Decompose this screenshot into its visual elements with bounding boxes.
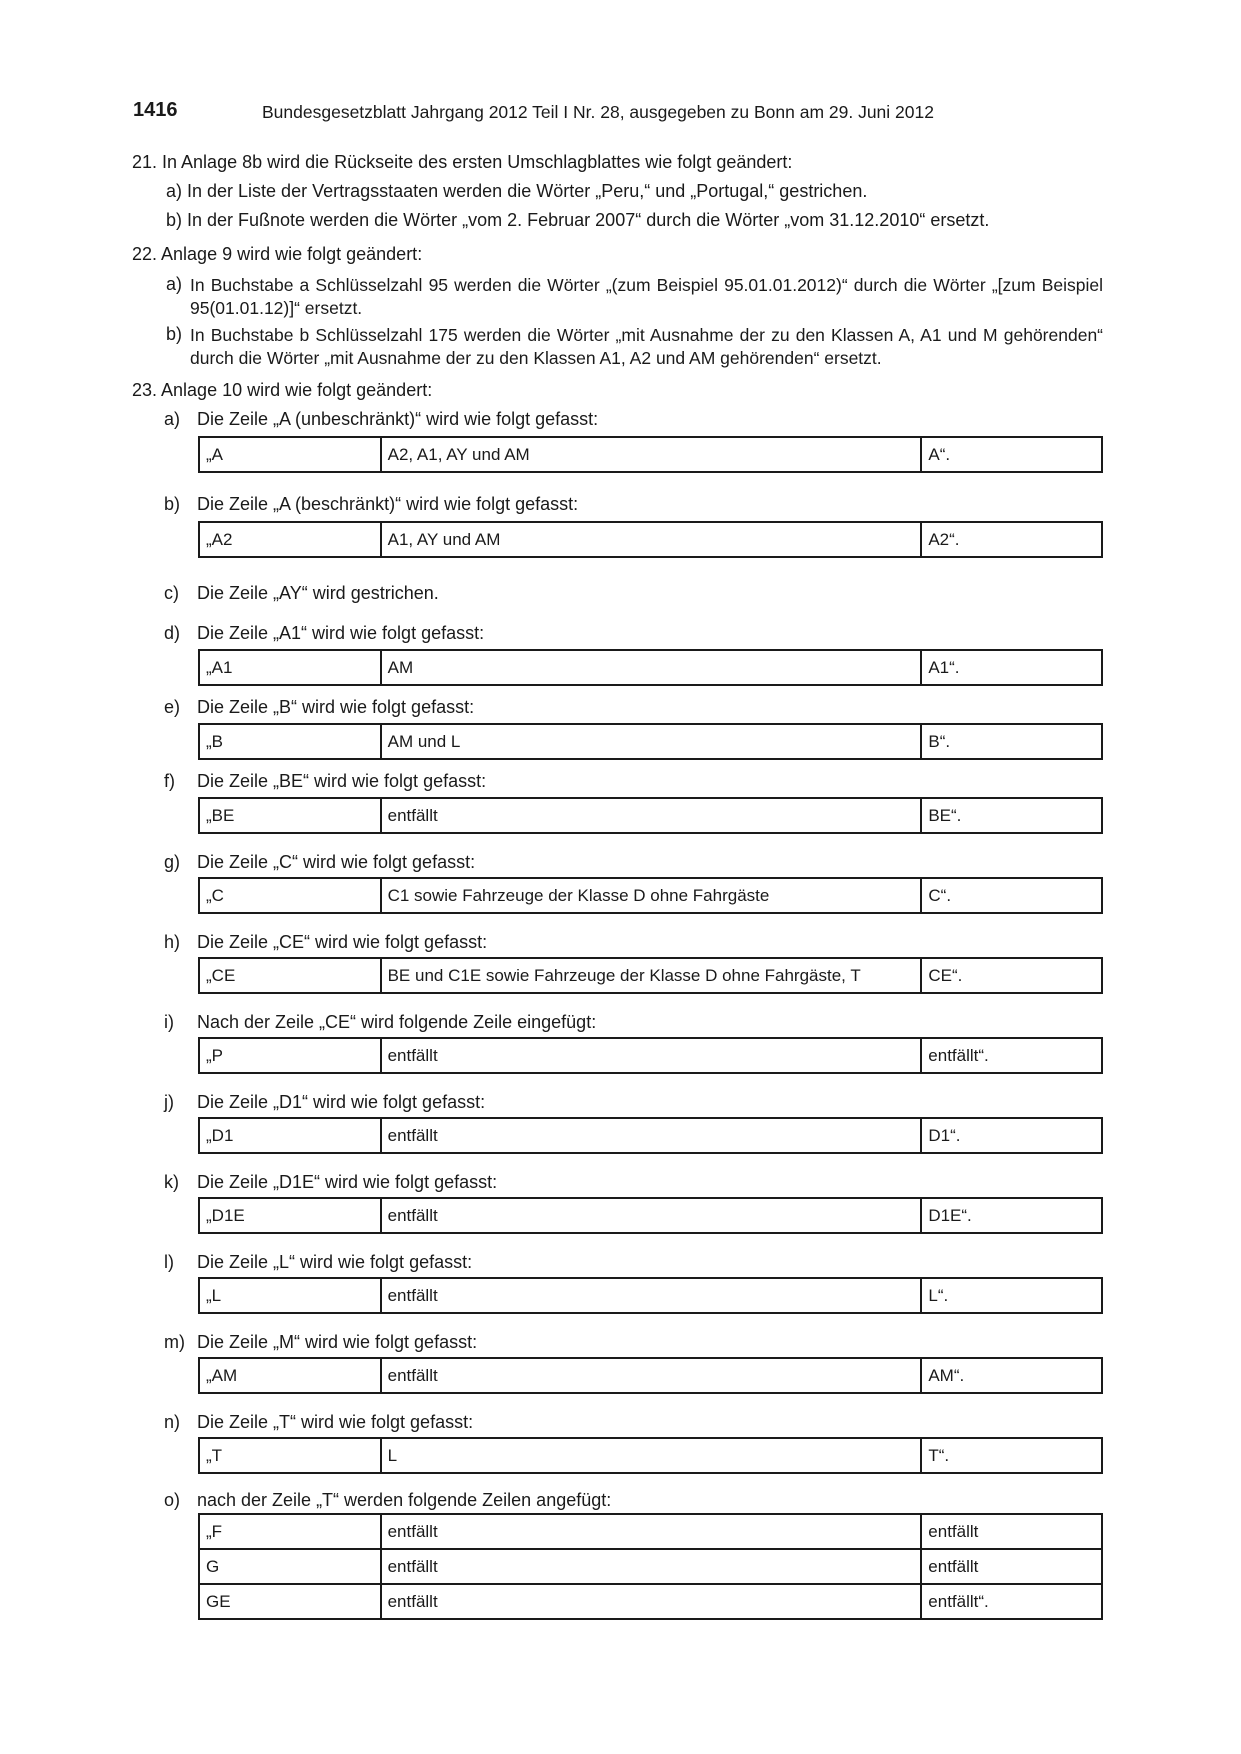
replacement-table	[198, 649, 1103, 686]
item-23-instruction: nach der Zeile „T“ werden folgende Zeilen angefügt:	[197, 1490, 612, 1510]
includes-cell: entfällt	[381, 1038, 922, 1073]
replacement-table	[198, 1197, 1103, 1234]
result-cell: T“.	[921, 1438, 1102, 1473]
class-cell: „L	[199, 1278, 381, 1313]
replacement-table	[198, 521, 1103, 558]
class-cell: „B	[199, 724, 381, 759]
class-cell: „A	[199, 437, 381, 472]
result-cell: CE“.	[921, 958, 1102, 993]
result-cell: entfällt	[921, 1514, 1102, 1549]
class-cell: G	[199, 1549, 381, 1584]
table-row	[199, 1438, 1102, 1473]
item-23-label: c)	[164, 583, 179, 603]
table-row	[199, 522, 1102, 557]
replacement-table	[198, 797, 1103, 834]
item-23-label: o)	[164, 1490, 181, 1510]
class-cell: „BE	[199, 798, 381, 833]
class-cell: „T	[199, 1438, 381, 1473]
result-cell: D1E“.	[921, 1198, 1102, 1233]
table-row	[199, 1198, 1102, 1233]
includes-cell: L	[381, 1438, 922, 1473]
result-cell: C“.	[921, 878, 1102, 913]
item-23-instruction: Die Zeile „L“ wird wie folgt gefasst:	[197, 1252, 473, 1272]
table-row	[199, 1549, 1102, 1584]
replacement-table	[198, 957, 1103, 994]
item-23-label: l)	[164, 1252, 174, 1272]
table-row	[199, 878, 1102, 913]
result-cell: B“.	[921, 724, 1102, 759]
includes-cell: entfällt	[381, 798, 922, 833]
class-cell: „F	[199, 1514, 381, 1549]
item-23-label: b)	[164, 494, 181, 514]
result-cell: A1“.	[921, 650, 1102, 685]
class-cell: „A1	[199, 650, 381, 685]
result-cell: D1“.	[921, 1118, 1102, 1153]
includes-cell: entfällt	[381, 1584, 922, 1619]
table-row	[199, 958, 1102, 993]
includes-cell: entfällt	[381, 1358, 922, 1393]
item-23-instruction: Die Zeile „A (beschränkt)“ wird wie folgt gefasst:	[197, 494, 579, 514]
table-row	[199, 1118, 1102, 1153]
class-cell: „CE	[199, 958, 381, 993]
replacement-table	[198, 436, 1103, 473]
item-23-label: f)	[164, 771, 175, 791]
item-23-label: d)	[164, 623, 181, 643]
class-cell: „P	[199, 1038, 381, 1073]
replacement-table	[198, 1437, 1103, 1474]
class-cell: „A2	[199, 522, 381, 557]
table-row	[199, 1358, 1102, 1393]
includes-cell: A1, AY und AM	[381, 522, 922, 557]
includes-cell: entfällt	[381, 1278, 922, 1313]
includes-cell: AM	[381, 650, 922, 685]
table-row	[199, 1038, 1102, 1073]
item-23-label: e)	[164, 697, 181, 717]
includes-cell: entfällt	[381, 1549, 922, 1584]
item-23-instruction: Die Zeile „B“ wird wie folgt gefasst:	[197, 697, 475, 717]
includes-cell: entfällt	[381, 1514, 922, 1549]
item-23-instruction: Die Zeile „T“ wird wie folgt gefasst:	[197, 1412, 474, 1432]
item-23-label: a)	[164, 409, 181, 429]
result-cell: AM“.	[921, 1358, 1102, 1393]
item-23-instruction: Nach der Zeile „CE“ wird folgende Zeile eingefügt:	[197, 1012, 597, 1032]
item-23-label: g)	[164, 852, 181, 872]
item-22-a-label: a)	[166, 274, 183, 294]
class-cell: „D1E	[199, 1198, 381, 1233]
item-23-instruction: Die Zeile „C“ wird wie folgt gefasst:	[197, 852, 476, 872]
replacement-table	[198, 1117, 1103, 1154]
item-23-instruction: Die Zeile „BE“ wird wie folgt gefasst:	[197, 771, 487, 791]
replacement-table	[198, 1277, 1103, 1314]
item-22-intro: 22. Anlage 9 wird wie folgt geändert:	[132, 244, 423, 264]
item-21-a: a) In der Liste der Vertragsstaaten werden die Wörter „Peru,“ und „Portugal,“ gestrichen.	[166, 181, 868, 201]
item-22-b: In Buchstabe b Schlüsselzahl 175 werden die Wörter „mit Ausnahme der zu den Klassen A, A1 und M gehörenden“ durch die Wörter „mit Ausnahme der zu den Klassen A1, A2 und AM gehörenden“ ersetzt.	[190, 325, 1103, 368]
includes-cell: entfällt	[381, 1118, 922, 1153]
item-21-intro: 21. In Anlage 8b wird die Rückseite des ersten Umschlagblattes wie folgt geändert:	[132, 152, 793, 172]
table-row	[199, 650, 1102, 685]
result-cell: entfällt	[921, 1549, 1102, 1584]
result-cell: BE“.	[921, 798, 1102, 833]
includes-cell: A2, A1, AY und AM	[381, 437, 922, 472]
table-row	[199, 1514, 1102, 1549]
result-cell: L“.	[921, 1278, 1102, 1313]
replacement-table	[198, 1037, 1103, 1074]
item-22-a: In Buchstabe a Schlüsselzahl 95 werden die Wörter „(zum Beispiel 95.01.01.2012)“ durch die Wörter „[zum Beispiel 95(01.01.12)]“ ersetzt.	[190, 275, 1103, 318]
item-21-b: b) In der Fußnote werden die Wörter „vom 2. Februar 2007“ durch die Wörter „vom 31.12.2010“ ersetzt.	[166, 210, 990, 230]
result-cell: A2“.	[921, 522, 1102, 557]
result-cell: entfällt“.	[921, 1038, 1102, 1073]
result-cell: entfällt“.	[921, 1584, 1102, 1619]
item-22-b-label: b)	[166, 324, 183, 344]
replacement-table	[198, 723, 1103, 760]
item-23-instruction: Die Zeile „D1E“ wird wie folgt gefasst:	[197, 1172, 498, 1192]
running-header: Bundesgesetzblatt Jahrgang 2012 Teil I Nr. 28, ausgegeben zu Bonn am 29. Juni 2012	[262, 102, 934, 122]
item-23-label: i)	[164, 1012, 174, 1032]
table-row	[199, 1584, 1102, 1619]
item-23-instruction: Die Zeile „M“ wird wie folgt gefasst:	[197, 1332, 478, 1352]
replacement-table	[198, 1357, 1103, 1394]
page-number: 1416	[133, 99, 178, 121]
item-23-instruction: Die Zeile „A (unbeschränkt)“ wird wie folgt gefasst:	[197, 409, 599, 429]
replacement-table	[198, 877, 1103, 914]
item-23-label: j)	[164, 1092, 174, 1112]
class-cell: „C	[199, 878, 381, 913]
item-23-instruction: Die Zeile „D1“ wird wie folgt gefasst:	[197, 1092, 486, 1112]
item-23-intro: 23. Anlage 10 wird wie folgt geändert:	[132, 380, 433, 400]
item-23-instruction: Die Zeile „A1“ wird wie folgt gefasst:	[197, 623, 485, 643]
item-23-label: k)	[164, 1172, 179, 1192]
table-row	[199, 437, 1102, 472]
table-row	[199, 1278, 1102, 1313]
item-23-instruction: Die Zeile „CE“ wird wie folgt gefasst:	[197, 932, 488, 952]
class-cell: GE	[199, 1584, 381, 1619]
replacement-table	[198, 1513, 1103, 1620]
result-cell: A“.	[921, 437, 1102, 472]
includes-cell: AM und L	[381, 724, 922, 759]
item-23-label: m)	[164, 1332, 185, 1352]
table-row	[199, 798, 1102, 833]
item-23-label: n)	[164, 1412, 181, 1432]
table-row	[199, 724, 1102, 759]
class-cell: „D1	[199, 1118, 381, 1153]
class-cell: „AM	[199, 1358, 381, 1393]
item-23-label: h)	[164, 932, 181, 952]
includes-cell: entfällt	[381, 1198, 922, 1233]
item-23-instruction: Die Zeile „AY“ wird gestrichen.	[197, 583, 439, 603]
includes-cell: BE und C1E sowie Fahrzeuge der Klasse D ohne Fahrgäste, T	[381, 958, 922, 993]
includes-cell: C1 sowie Fahrzeuge der Klasse D ohne Fahrgäste	[381, 878, 922, 913]
